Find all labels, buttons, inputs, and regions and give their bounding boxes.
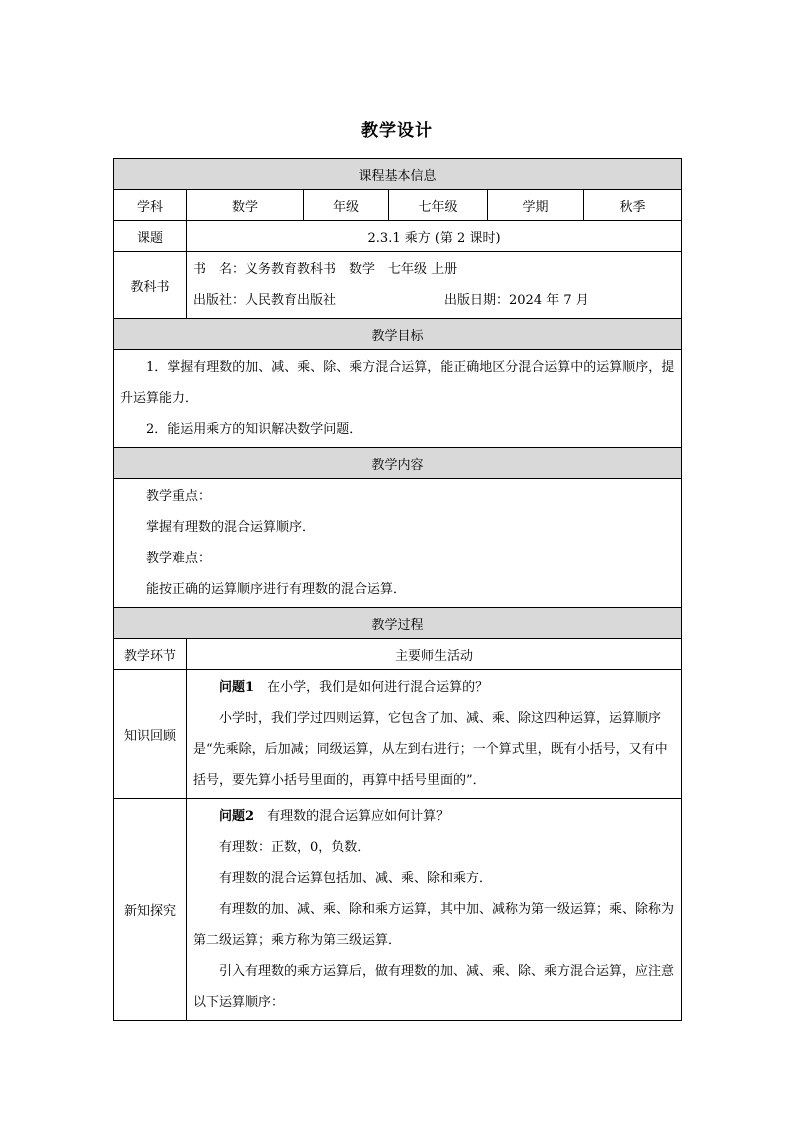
explore-p2: 有理数的混合运算包括加、减、乘、除和乘方． [219,871,493,886]
goals-header: 教学目标 [114,319,682,350]
goals-header-row [114,319,682,350]
content-header-row [114,448,682,479]
basic-info-header: 课程基本信息 [114,159,682,190]
explore-p4: 引入有理数的乘方运算后，做有理数的加、减、乘、除、乘方混合运算，应注意以下运算顺序： [193,964,675,1010]
topic-label: 课题 [114,221,187,252]
term-label: 学期 [488,190,584,221]
question-2-label: 问题2 [219,809,255,824]
explore-label: 新知探究 [114,799,187,1021]
question-2-text: 有理数的混合运算应如何计算？ [267,809,450,824]
subject-row [114,190,682,221]
explore-row [114,799,682,1021]
content-body [114,479,682,608]
topic-row [114,221,682,252]
process-header: 教学过程 [114,608,682,639]
review-question [193,672,675,703]
publisher: 出版社：人民教育出版社 [193,293,337,308]
question-1-label: 问题1 [219,680,255,695]
lesson-plan-table [113,158,682,1021]
content-row [114,479,682,608]
basic-info-header-row [114,159,682,190]
subject-value: 数学 [187,190,304,221]
goal-1: 1．掌握有理数的加、减、乘、除、乘方混合运算，能正确地区分混合运算中的运算顺序，提升运算能力． [120,360,675,406]
textbook-info [187,252,682,319]
process-col-activity: 主要师生活动 [187,639,682,670]
review-answer: 小学时，我们学过四则运算，它包含了加、减、乘、除这四种运算，运算顺序是“先乘除，后加减；同级运算，从左到右进行；一个算式里，既有小括号，又有中括号，要先算小括号里面的，再算中括号里面的”． [193,711,668,788]
goals-row [114,350,682,448]
goals-body [114,350,682,448]
grade-value: 七年级 [389,190,488,221]
page-title: 教学设计 [361,121,433,141]
textbook-label: 教科书 [114,252,187,319]
key-point-label: 教学重点： [146,489,212,504]
grade-label: 年级 [304,190,389,221]
process-column-row [114,639,682,670]
explore-p1: 有理数：正数，0，负数． [219,840,371,855]
review-row [114,670,682,799]
goal-2: 2．能运用乘方的知识解决数学问题． [146,422,363,437]
key-point: 掌握有理数的混合运算顺序． [146,520,316,535]
explore-p3: 有理数的加、减、乘、除和乘方运算，其中加、减称为第一级运算；乘、除称为第二级运算；乘方称为第三级运算． [193,902,675,948]
explore-body [187,799,682,1021]
explore-question [193,801,675,832]
textbook-row [114,252,682,319]
publish-date: 出版日期：2024 年 7 月 [444,293,589,308]
review-body [187,670,682,799]
process-header-row [114,608,682,639]
term-value: 秋季 [584,190,682,221]
difficulty: 能按正确的运算顺序进行有理数的混合运算． [146,582,407,597]
process-col-stage: 教学环节 [114,639,187,670]
difficulty-label: 教学难点： [146,551,212,566]
content-header: 教学内容 [114,448,682,479]
topic-value: 2.3.1 乘方 (第 2 课时) [187,221,682,252]
textbook-name: 书 名：义务教育教科书 数学 七年级 上册 [193,262,458,277]
subject-label: 学科 [114,190,187,221]
review-label: 知识回顾 [114,670,187,799]
question-1-text: 在小学，我们是如何进行混合运算的？ [267,680,489,695]
